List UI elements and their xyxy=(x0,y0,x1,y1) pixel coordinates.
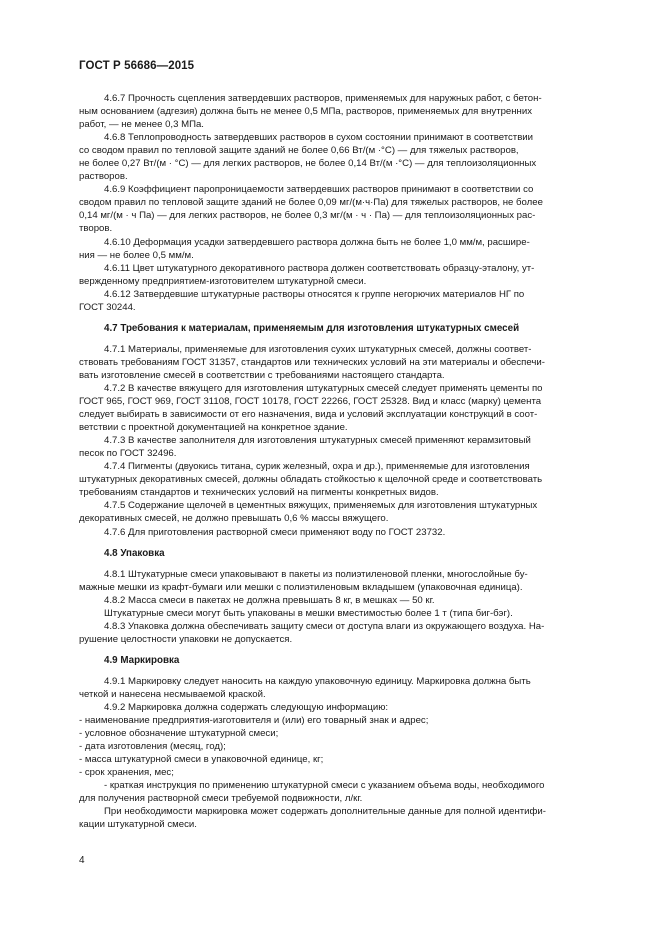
paragraph-4-7-5-line: декоративных смесей, не должно превышать 0,6 % массы вяжущего. xyxy=(79,513,389,525)
paragraph-4-6-9-line: 0,14 мг/(м · ч Па) — для легких растворов, не более 0,3 мг/(м · ч · Па) — для теплоизоляционных рас- xyxy=(79,210,536,222)
paragraph-4-7-4 xyxy=(79,460,587,499)
paragraph-4-6-10-line: 4.6.10 Деформация усадки затвердевшего раствора должна быть не более 1,0 мм/м, расшире- xyxy=(104,236,530,248)
paragraph-4-6-11-line: 4.6.11 Цвет штукатурного декоративного раствора должен соответствовать образцу-эталону, ут- xyxy=(104,262,535,274)
paragraph-4-7-4-line: 4.7.4 Пигменты (двуокись титана, сурик железный, охра и др.), применяемые для изготовления xyxy=(104,461,530,473)
paragraph-4-9-1 xyxy=(79,675,587,701)
page-number: 4 xyxy=(79,855,85,866)
section-4-7-body xyxy=(79,343,587,539)
paragraph-4-6-8 xyxy=(79,131,587,183)
paragraph-closing xyxy=(79,805,587,831)
paragraph-4-7-1 xyxy=(79,343,587,382)
paragraph-4-6-7-line: работ, — не менее 0,3 МПа. xyxy=(79,119,204,131)
paragraph-4-6-9 xyxy=(79,183,587,235)
paragraph-4-9-1-line: 4.9.1 Маркировку следует наносить на каждую упаковочную единицу. Маркировка должна быть xyxy=(104,675,531,687)
page-body xyxy=(79,92,587,831)
paragraph-4-6-8-line: растворов. xyxy=(79,171,128,183)
paragraph-4-7-3 xyxy=(79,434,587,460)
paragraph-4-6-12-line: 4.6.12 Затвердевшие штукатурные растворы относятся к группе негорючих материалов НГ по xyxy=(104,288,525,300)
paragraph-4-7-2-line: ветствии с проектной документацией на конкретное здание. xyxy=(79,422,348,434)
paragraph-4-6-8-line: со сводом правил по тепловой защите зданий не более 0,66 Вт/(м ·°С) — для тяжелых растворов, xyxy=(79,145,519,157)
list-item-instructions-line: - краткая инструкция по применению штукатурной смеси с указанием объема воды, необходимого xyxy=(104,780,545,792)
paragraph-4-8-2-note-line: Штукатурные смеси могут быть упакованы в мешки вместимостью более 1 т (типа биг-бэг). xyxy=(104,607,513,619)
paragraph-4-8-3 xyxy=(79,620,587,646)
paragraph-4-7-6-line: 4.7.6 Для приготовления растворной смеси применяют воду по ГОСТ 23732. xyxy=(104,526,446,538)
paragraph-4-7-2-line: ГОСТ 965, ГОСТ 969, ГОСТ 31108, ГОСТ 10178, ГОСТ 22266, ГОСТ 25328. Вид и класс (марку) цемента xyxy=(79,396,542,408)
list-item: - масса штукатурной смеси в упаковочной единице, кг; xyxy=(79,754,324,766)
paragraph-4-8-1 xyxy=(79,568,587,594)
list-item: - наименование предприятия-изготовителя и (или) его товарный знак и адрес; xyxy=(79,715,429,727)
paragraph-4-7-4-line: штукатурных декоративных смесей, должны обладать стойкостью к щелочной среде и соответствовать xyxy=(79,474,543,486)
paragraph-closing-line: При необходимости маркировка может содержать дополнительные данные для полной идентифи- xyxy=(104,806,546,818)
paragraph-4-8-1-line: мажные мешки из крафт-бумаги или мешки с полиэтиленовым вкладышем (упаковочная единица). xyxy=(79,581,523,593)
section-heading-4-8: 4.8 Упаковка xyxy=(104,547,165,559)
paragraph-4-7-4-line: требованиям стандартов и технических условий на пигменты конкретных видов. xyxy=(79,487,439,499)
list-item: - срок хранения, мес; xyxy=(79,767,174,779)
section-4-9-body xyxy=(79,675,587,832)
paragraph-4-6-7-line: 4.6.7 Прочность сцепления затвердевших растворов, применяемых для наружных работ, с бетон- xyxy=(104,93,542,104)
paragraph-4-6-9-line: сводом правил по тепловой защите зданий не более 0,09 мг/(м·ч·Па) для тяжелых растворов, не более xyxy=(79,197,543,209)
paragraph-4-6-9-line: 4.6.9 Коэффициент паропроницаемости затвердевших растворов принимают в соответствии со xyxy=(104,184,534,196)
list-item-instructions xyxy=(79,779,587,805)
paragraph-4-6-7-line: ным основанием (адгезия) должна быть не менее 0,5 МПа, растворов, применяемых для внутренних xyxy=(79,106,533,118)
paragraph-4-7-6 xyxy=(79,526,587,539)
paragraph-4-7-1-line: вать изготовление смесей в соответствии с требованиями настоящего стандарта. xyxy=(79,369,445,381)
paragraph-4-8-1-line: 4.8.1 Штукатурные смеси упаковывают в пакеты из полиэтиленовой пленки, многослойные бу- xyxy=(104,568,528,580)
paragraph-4-6-11-line: вержденному предприятием-изготовителем штукатурной смеси. xyxy=(79,275,367,287)
paragraph-4-6-12 xyxy=(79,288,587,314)
paragraph-4-9-2 xyxy=(79,701,587,714)
section-heading-4-9: 4.9 Маркировка xyxy=(104,654,180,666)
paragraph-4-6-11 xyxy=(79,262,587,288)
paragraph-4-6-10-line: ния — не более 0,5 мм/м. xyxy=(79,249,194,261)
paragraph-4-9-2-line: 4.9.2 Маркировка должна содержать следующую информацию: xyxy=(104,702,389,714)
paragraph-4-6-8-line: не более 0,27 Вт/(м · °С) — для легких растворов, не более 0,14 Вт/(м ·°С) — для теплоизоляционных xyxy=(79,158,537,170)
paragraph-4-6-12-line: ГОСТ 30244. xyxy=(79,301,136,313)
paragraph-4-7-3-line: песок по ГОСТ 32496. xyxy=(79,448,177,460)
paragraph-4-7-1-line: ствовать требованиям ГОСТ 31357, стандартов или технических условий на эти материалы и обеспечи- xyxy=(79,356,545,368)
paragraph-4-8-2 xyxy=(79,594,587,607)
paragraph-4-7-2 xyxy=(79,382,587,434)
section-4-6-tail xyxy=(79,92,587,314)
list-item: - условное обозначение штукатурной смеси; xyxy=(79,728,279,740)
paragraph-4-9-1-line: четкой и нанесена несмываемой краской. xyxy=(79,688,266,700)
paragraph-4-6-10 xyxy=(79,236,587,262)
paragraph-4-7-1-line: 4.7.1 Материалы, применяемые для изготовления сухих штукатурных смесей, должны соответ- xyxy=(104,343,532,355)
paragraph-4-7-2-line: следует выбирать в зависимости от его назначения, вида и условий эксплуатации конструкций в соот- xyxy=(79,409,538,421)
paragraph-closing-line: кации штукатурной смеси. xyxy=(79,819,197,831)
paragraph-4-7-2-line: 4.7.2 В качестве вяжущего для изготовления штукатурных смесей следует применять цементы по xyxy=(104,382,543,394)
paragraph-4-8-3-line: рушение целостности упаковки не допускается. xyxy=(79,633,293,645)
document-code-header: ГОСТ Р 56686—2015 xyxy=(79,60,195,72)
paragraph-4-7-5 xyxy=(79,499,587,525)
paragraph-4-6-9-line: творов. xyxy=(79,223,113,235)
paragraph-4-7-5-line: 4.7.5 Содержание щелочей в цементных вяжущих, применяемых для изготовления штукатурных xyxy=(104,500,538,512)
paragraph-4-8-2-note xyxy=(79,607,587,620)
paragraph-4-6-8-line: 4.6.8 Теплопроводность затвердевших растворов в сухом состоянии принимают в соответствии xyxy=(104,132,534,144)
paragraph-4-6-7 xyxy=(79,92,587,131)
paragraph-4-8-3-line: 4.8.3 Упаковка должна обеспечивать защиту смеси от доступа влаги из окружающего воздуха. На- xyxy=(104,620,545,632)
section-heading-4-7: 4.7 Требования к материалам, применяемым для изготовления штукатурных смесей xyxy=(104,322,520,334)
paragraph-4-7-3-line: 4.7.3 В качестве заполнителя для изготовления штукатурных смесей применяют керамзитовый xyxy=(104,435,531,447)
list-item-instructions-line: для получения растворной смеси требуемой подвижности, л/кг. xyxy=(79,793,363,805)
paragraph-4-8-2-line: 4.8.2 Масса смеси в пакетах не должна превышать 8 кг, в мешках — 50 кг. xyxy=(104,594,435,606)
section-4-8-body xyxy=(79,568,587,646)
list-item: - дата изготовления (месяц, год); xyxy=(79,741,226,753)
